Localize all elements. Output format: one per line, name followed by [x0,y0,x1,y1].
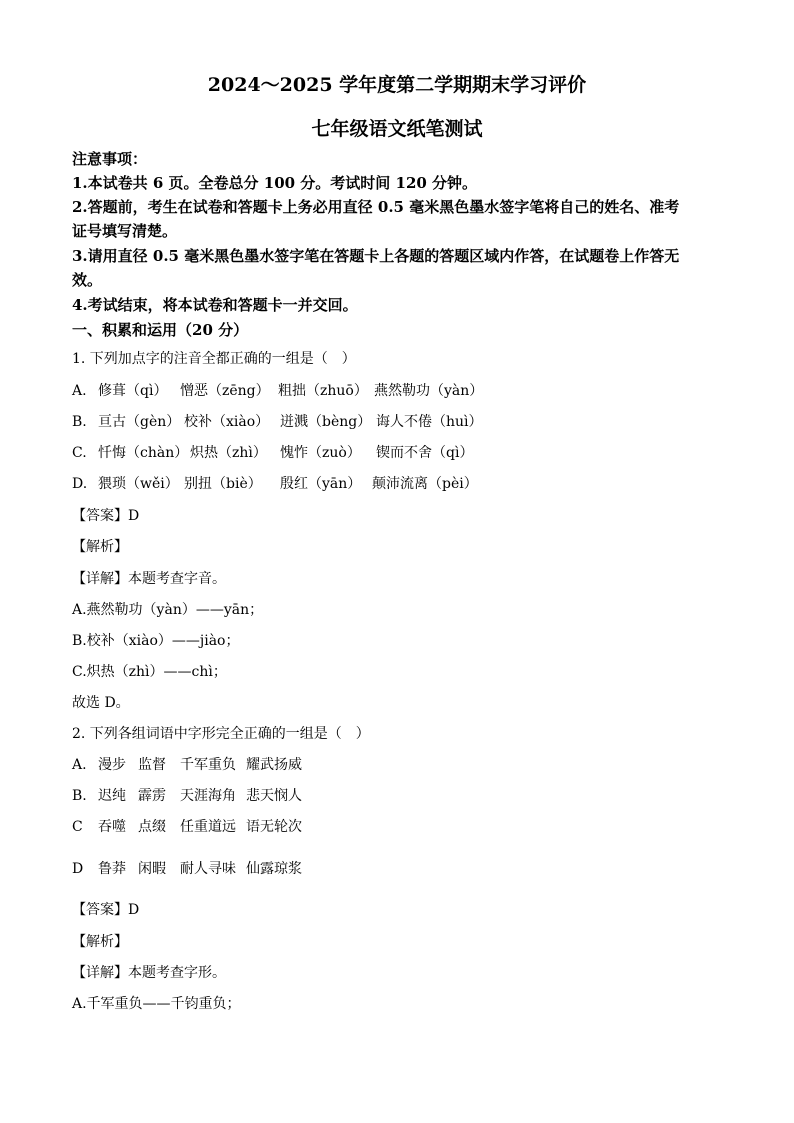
q2-option-c: C 吞噬 点缀 任重道远 语无轮次 [72,819,302,835]
q1-option-b: B. 亘古（gèn） 校补（xiào） 迸溅（bèng） 诲人不倦（huì） [72,414,483,430]
notice-item-3a: 3.请用直径 0.5 毫米黑色墨水签字笔在答题卡上各题的答题区域内作答，在试题卷上作答无 [72,247,680,265]
notice-item-3b: 效。 [72,271,103,289]
section-heading: 一、积累和运用（20 分） [72,321,249,339]
q1-option-c: C. 忏悔（chàn） 炽热（zhì） 愧怍（zuò） 锲而不舍（qì） [72,445,474,461]
q1-option-d: D. 猥琐（wěi） 别扭（biè） 殷红（yān） 颠沛流离（pèi） [72,476,478,492]
q2-analysis-tag: 【解析】 [72,934,128,950]
q1-option-a: A. 修葺（qì） 憎恶（zēng） 粗拙（zhuō） 燕然勒功（yàn） [72,383,484,399]
exam-title: 2024～2025 学年度第二学期期末学习评价 [207,74,587,96]
q2-fix-a: A.千军重负——千钧重负； [72,996,241,1012]
q1-analysis-tag: 【解析】 [72,539,128,555]
q2-option-b: B. 迟纯 霹雳 天涯海角 悲天悯人 [72,788,302,804]
notice-item-1: 1.本试卷共 6 页。全卷总分 100 分。考试时间 120 分钟。 [72,174,478,192]
q2-option-d: D 鲁莽 闲暇 耐人寻味 仙露琼浆 [72,861,302,877]
q2-option-a: A. 漫步 监督 千军重负 耀武扬威 [72,757,302,773]
q1-detail: 【详解】本题考查字音。 [72,571,226,587]
q1-fix-a: A.燕然勒功（yàn）——yān； [72,602,264,618]
q2-answer: 【答案】D [72,902,140,918]
q2-detail: 【详解】本题考查字形。 [72,965,226,981]
notice-item-2a: 2.答题前，考生在试卷和答题卡上务必用直径 0.5 毫米黑色墨水签字笔将自己的姓名、准考 [72,198,680,216]
question-1-stem: 1. 下列加点字的注音全都正确的一组是（ ） [72,351,356,367]
exam-subtitle: 七年级语文纸笔测试 [311,118,483,140]
q1-answer: 【答案】D [72,508,140,524]
notice-item-2b: 证号填写清楚。 [72,222,178,240]
q1-conclusion: 故选 D。 [72,695,130,711]
notice-heading: 注意事项： [72,150,148,168]
notice-item-4: 4.考试结束，将本试卷和答题卡一并交回。 [72,296,358,314]
q1-fix-c: C.炽热（zhì）——chì； [72,664,227,680]
q1-fix-b: B.校补（xiào）——jiào； [72,633,240,649]
question-2-stem: 2. 下列各组词语中字形完全正确的一组是（ ） [72,726,370,742]
